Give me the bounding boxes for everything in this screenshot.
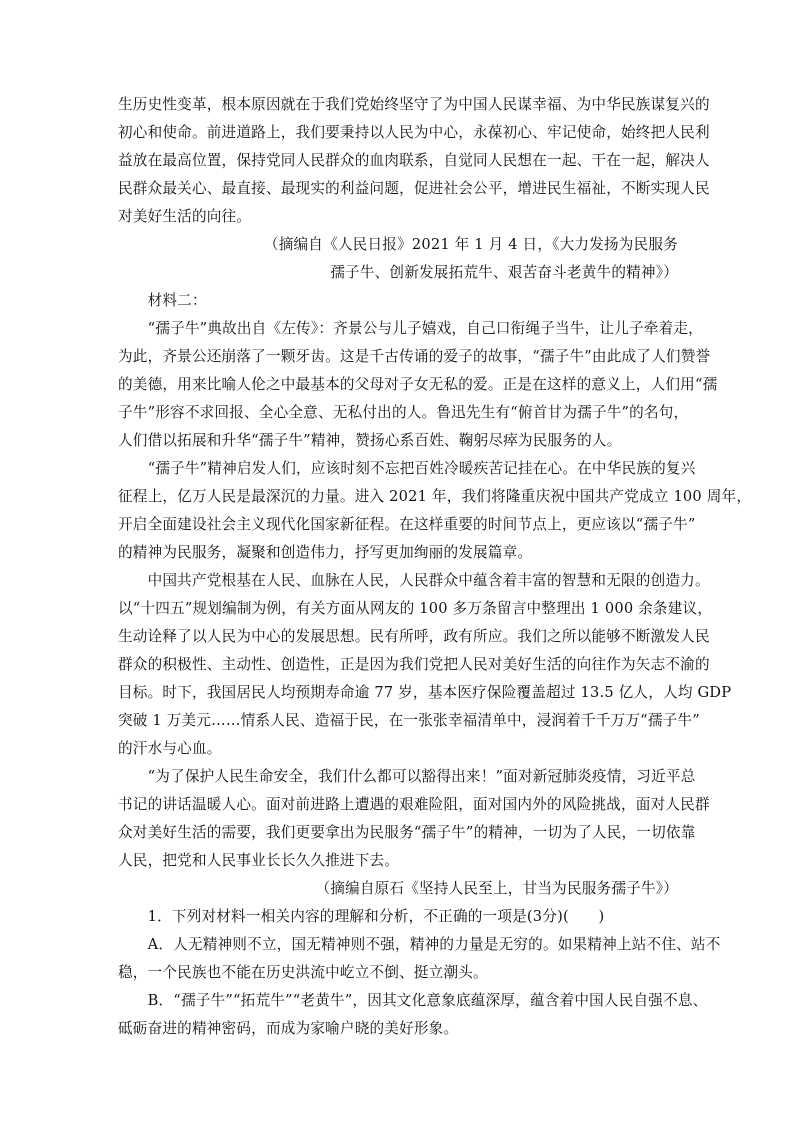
option-a: A．人无精神则不立，国无精神则不强，精神的力量是无穷的。如果精神上站不住、站不 [118, 936, 721, 953]
text-line: 生历史性变革，根本原因就在于我们党始终坚守了为中国人民谋幸福、为中华民族谋复兴的 [118, 96, 710, 113]
source-citation: （摘编自原石《坚持人民至上，甘当为民服务孺子牛》） [315, 880, 678, 897]
text-line: 突破 1 万美元……情系人民、造福于民，在一张张幸福清单中，浸润着千千万万“孺子牛” [118, 712, 700, 729]
text-line: 的精神为民服务，凝聚和创造伟力，抒写更加绚丽的发展篇章。 [118, 544, 533, 561]
text-line: 征程上，亿万人民是最深沉的力量。进入 2021 年，我们将隆重庆祝中国共产党成立 100 周年， [118, 488, 752, 505]
text-line: 人们借以拓展和升华“孺子牛”精神，赞扬心系百姓、鞠躬尽瘁为民服务的人。 [118, 432, 622, 449]
question-stem: 1．下列对材料一相关内容的理解和分析，不正确的一项是(3分)( ) [118, 908, 605, 925]
text-line: 子牛”形容不求回报、全心全意、无私付出的人。鲁迅先生有“俯首甘为孺子牛”的名句， [118, 404, 689, 421]
text-line: 对美好生活的向往。 [118, 208, 252, 225]
text-line: 中国共产党根基在人民、血脉在人民，人民群众中蕴含着丰富的智慧和无限的创造力。 [118, 572, 710, 589]
option-b-cont: 砥砺奋进的精神密码，而成为家喻户晓的美好形象。 [118, 1020, 459, 1037]
option-b: B．“孺子牛”“拓荒牛”“老黄牛”，因其文化意象底蕴深厚，蕴含着中国人民自强不息、 [118, 992, 708, 1009]
text-line: 为此，齐景公还崩落了一颗牙齿。这是千古传诵的爱子的故事，“孺子牛”由此成了人们赞誉 [118, 348, 711, 365]
source-citation: （摘编自《人民日报》2021 年 1 月 4 日，《大力发扬为民服务 [263, 236, 678, 253]
text-line: “孺子牛”典故出自《左传》：齐景公与儿子嬉戏，自己口衔绳子当牛，让儿子牵着走， [118, 320, 703, 337]
text-line: 益放在最高位置，保持党同人民群众的血肉联系，自觉同人民想在一起、干在一起，解决人 [118, 152, 710, 169]
text-line: 初心和使命。前进道路上，我们要秉持以人民为中心，永葆初心、牢记使命，始终把人民利 [118, 124, 710, 141]
option-a-cont: 稳，一个民族也不能在历史洪流中屹立不倒、挺立潮头。 [118, 964, 488, 981]
text-line: 生动诠释了以人民为中心的发展思想。民有所呼，政有所应。我们之所以能够不断激发人民 [118, 628, 710, 645]
source-citation: 孺子牛、创新发展拓荒牛、艰苦奋斗老黄牛的精神》） [330, 264, 678, 281]
text-line: “为了保护人民生命安全，我们什么都可以豁得出来！”面对新冠肺炎疫情，习近平总 [118, 768, 696, 785]
text-line: 众对美好生活的需要，我们更要拿出为民服务“孺子牛”的精神，一切为了人民，一切依靠 [118, 824, 696, 841]
section-heading: 材料二： [118, 292, 207, 309]
text-line: 以“十四五”规划编制为例，有关方面从网友的 100 多万条留言中整理出 1 000 余条建议， [118, 600, 713, 617]
text-line: 的美德，用来比喻人伦之中最基本的父母对子女无私的爱。正是在这样的意义上，人们用“孺 [118, 376, 718, 393]
text-line: 的汗水与心血。 [118, 740, 222, 757]
text-line: “孺子牛”精神启发人们，应该时刻不忘把百姓冷暖疾苦记挂在心。在中华民族的复兴 [118, 460, 696, 477]
text-line: 民群众最关心、最直接、最现实的利益问题，促进社会公平，增进民生福祉，不断实现人民 [118, 180, 710, 197]
text-line: 人民，把党和人民事业长长久久推进下去。 [118, 852, 400, 869]
text-line: 书记的讲话温暖人心。面对前进路上遭遇的艰难险阻，面对国内外的风险挑战，面对人民群 [118, 796, 710, 813]
text-line: 开启全面建设社会主义现代化国家新征程。在这样重要的时间节点上，更应该以“孺子牛” [118, 516, 696, 533]
text-line: 目标。时下，我国居民人均预期寿命逾 77 岁，基本医疗保险覆盖超过 13.5 亿人，人均 GDP [118, 684, 732, 701]
text-line: 群众的积极性、主动性、创造性，正是因为我们党把人民对美好生活的向往作为矢志不渝的 [118, 656, 710, 673]
